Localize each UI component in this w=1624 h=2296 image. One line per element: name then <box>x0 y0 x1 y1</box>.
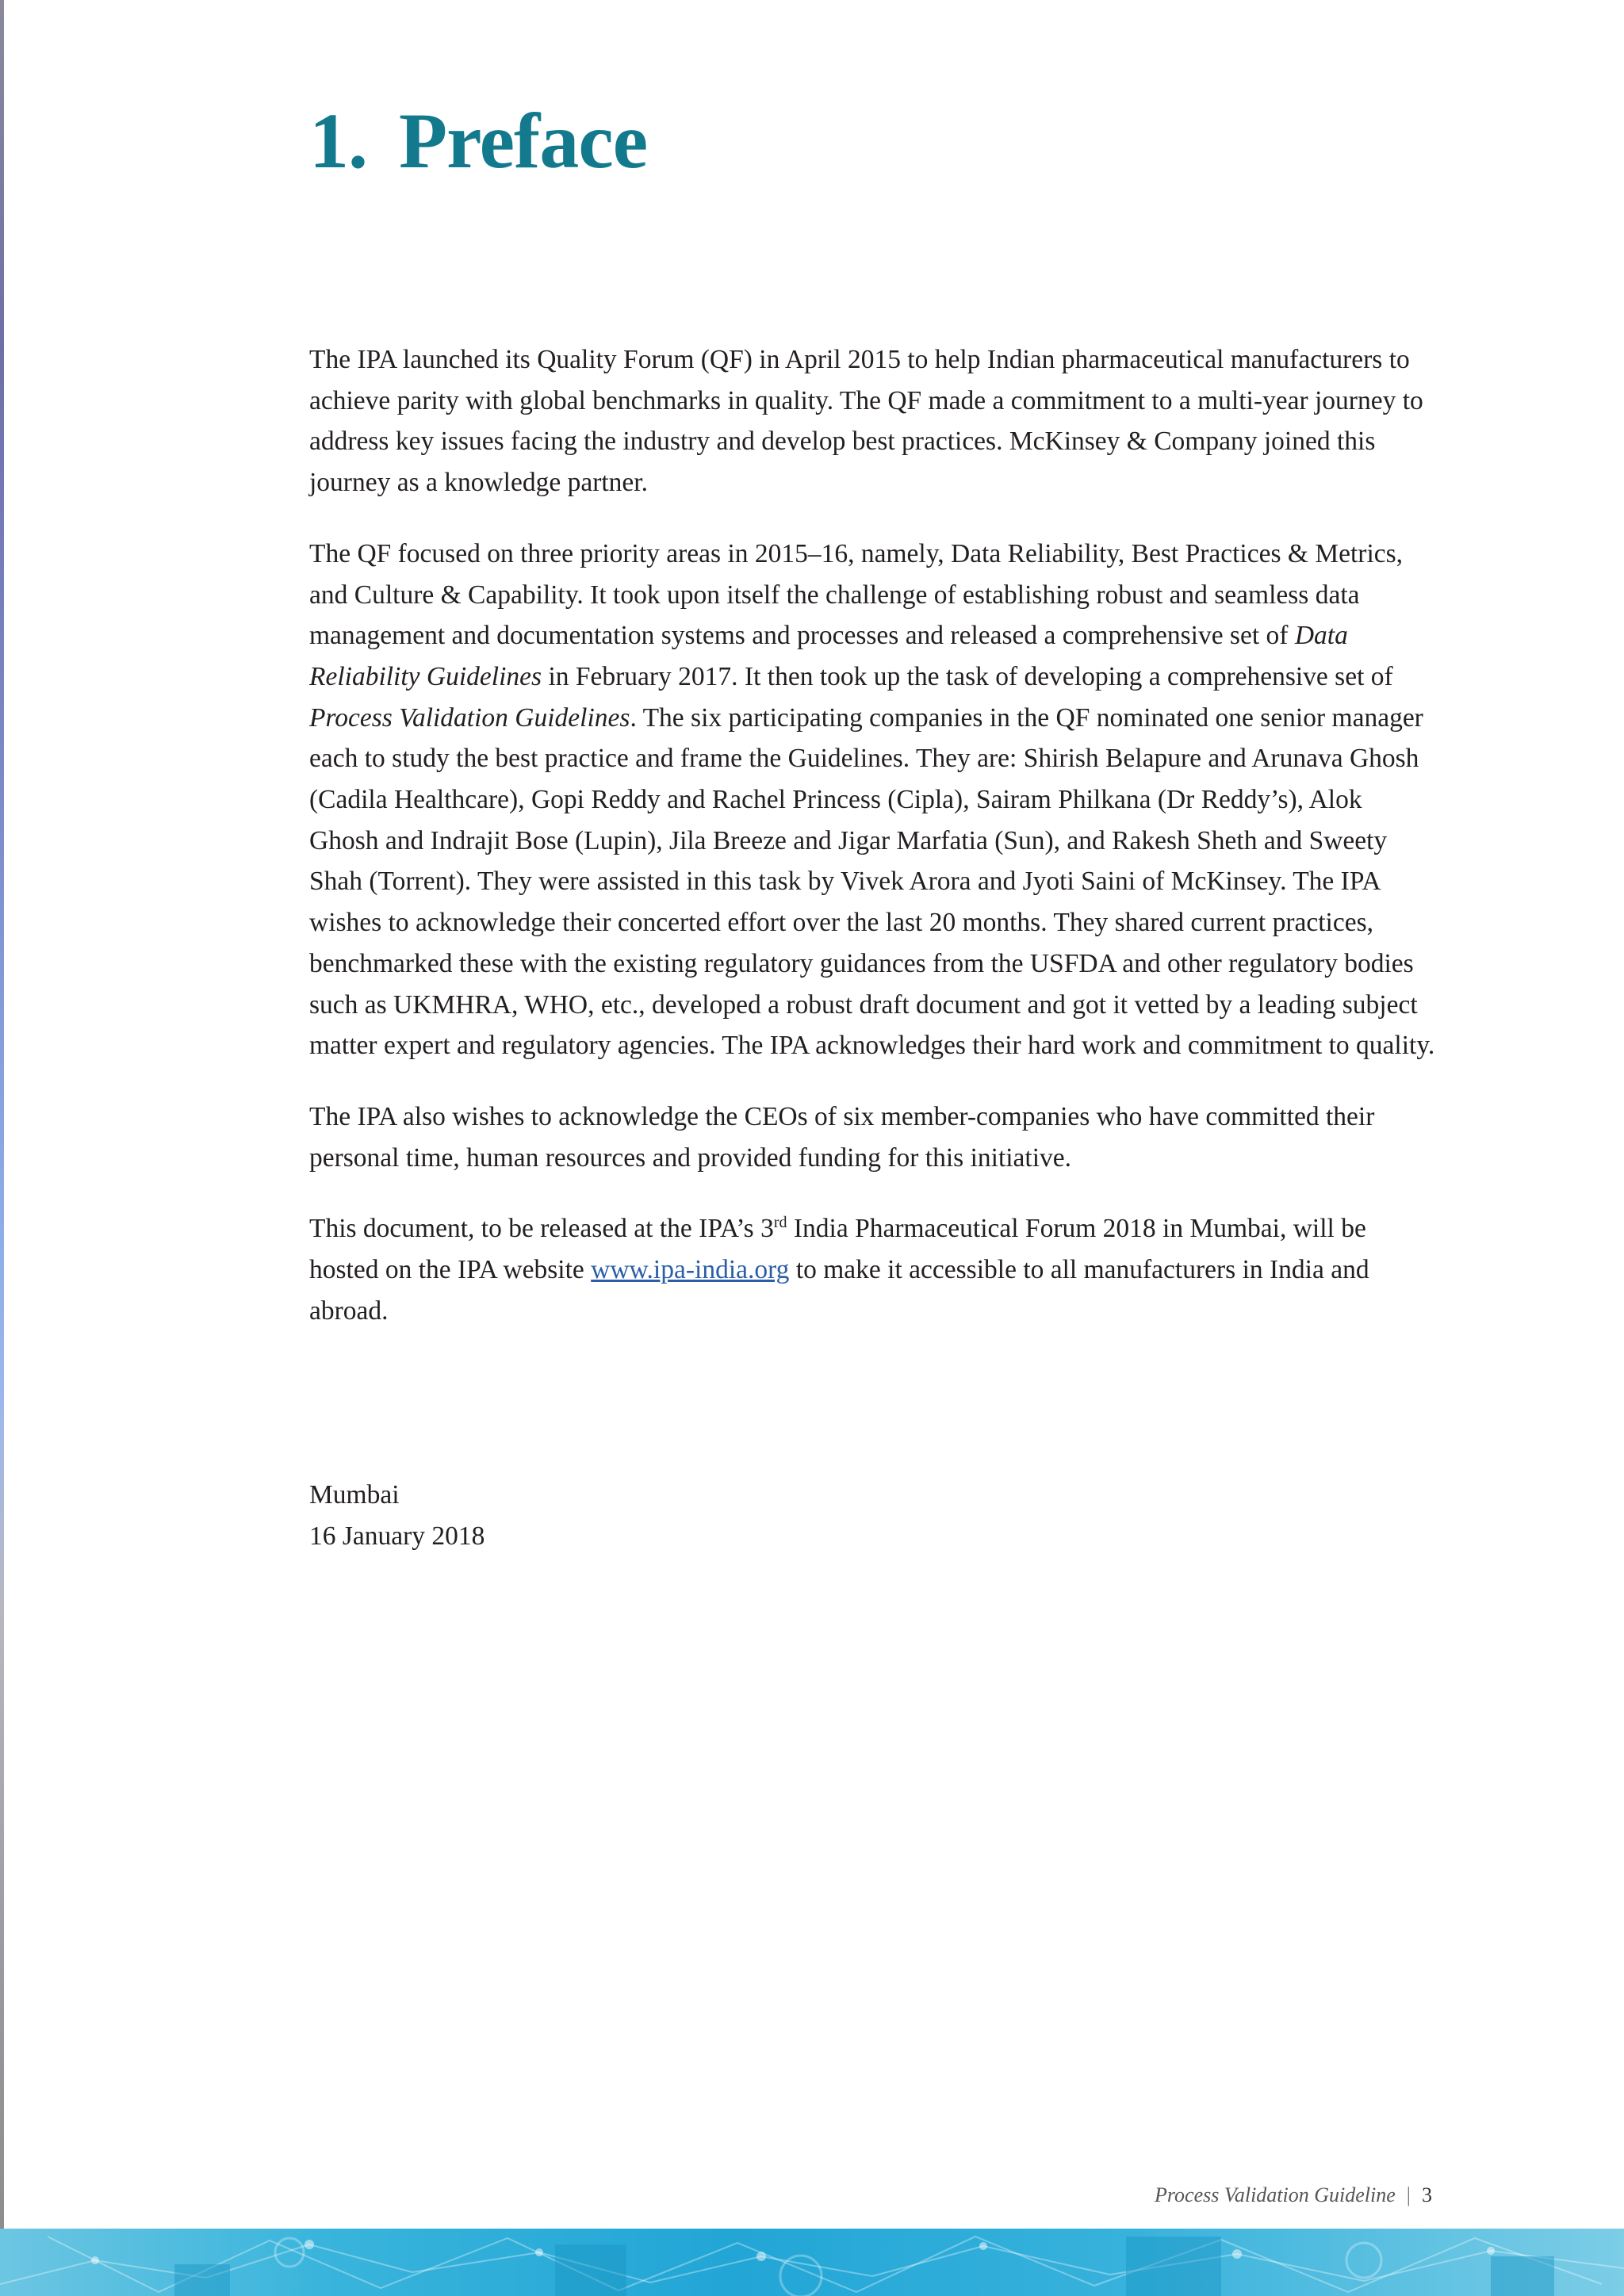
signoff-date: 16 January 2018 <box>309 1521 485 1551</box>
page-title <box>309 94 647 189</box>
signoff-place: Mumbai <box>309 1480 400 1510</box>
signoff <box>309 1475 485 1556</box>
paragraph-3: The IPA also wishes to acknowledge the CEOs of six member-companies who have committed their personal time, human resources and provided funding for this initiative. <box>309 1101 1375 1173</box>
process-validation-guidelines-title: Process Validation Guidelines <box>309 702 630 733</box>
page-edge-shadow <box>0 0 4 2296</box>
ordinal-superscript: rd <box>773 1214 787 1232</box>
paragraph-2-part-c: . The six participating companies in the QF nominated one senior manager each to study the best practice and frame the Guidelines. They are: Shirish Belapure and Arunava Ghosh (Cadila Healthcare), Gopi Reddy and Rachel Princess (Cipla), Sairam Philkana (Dr Reddy’s), Alok Ghosh and Indrajit Bose (Lupin), Jila Breeze and Jigar Marfatia (Sun), and Rakesh Sheth and Sweety Shah (Torrent). They were assisted in this task by Vivek Arora and Jyoti Saini of McKinsey. The IPA wishes to acknowledge their concerted effort over the last 20 months. They shared current practices, benchmarked these with the existing regulatory guidances from the USFDA and other regulatory bodies such as UKMHRA, WHO, etc., developed a robust draft document and got it vetted by a leading subject matter expert and regulatory agencies. The IPA acknowledges their hard work and commitment to quality. <box>309 702 1435 1061</box>
footer-decorative-band <box>0 2229 1624 2296</box>
paragraph-2 <box>309 534 1435 1066</box>
data-reliability-guidelines-title: Data Reliability Guidelines <box>309 621 1348 691</box>
page-footer <box>1155 2182 1432 2209</box>
paragraph-4-part-b: India Pharmaceutical Forum 2018 in Mumbai, will be hosted on the IPA website <box>309 1214 1366 1285</box>
paragraph-4-part-c: to make it accessible to all manufacturers in India and abroad. <box>309 1255 1369 1326</box>
page-number: 3 <box>1422 2183 1432 2206</box>
ipa-website-link[interactable]: www.ipa-india.org <box>591 1255 790 1285</box>
paragraph-4-part-a: This document, to be released at the IPA’s 3 <box>309 1214 774 1244</box>
footer-document-title: Process Validation Guideline <box>1155 2183 1396 2206</box>
paragraph-2-part-b: in February 2017. It then took up the task of developing a comprehensive set of <box>542 661 1393 691</box>
paragraph-2-part-a: The QF focused on three priority areas in 2015–16, namely, Data Reliability, Best Practices & Metrics, and Culture & Capability. It took upon itself the challenge of establishing robust and seamless data management and documentation systems and processes and released a comprehensive set of <box>309 538 1404 651</box>
paragraph-4 <box>309 1208 1435 1331</box>
section-title: Preface <box>399 97 648 185</box>
footer-separator: | <box>1406 2183 1411 2206</box>
preface-body <box>309 339 1435 1361</box>
network-pattern-graphic <box>0 2229 1624 2296</box>
section-number: 1. <box>309 97 367 185</box>
paragraph-1: The IPA launched its Quality Forum (QF) in April 2015 to help Indian pharmaceutical manufacturers to achieve parity with global benchmarks in quality. The QF made a commitment to a multi-year journey to address key issues facing the industry and develop best practices. McKinsey & Company joined this journey as a knowledge partner. <box>309 345 1423 498</box>
